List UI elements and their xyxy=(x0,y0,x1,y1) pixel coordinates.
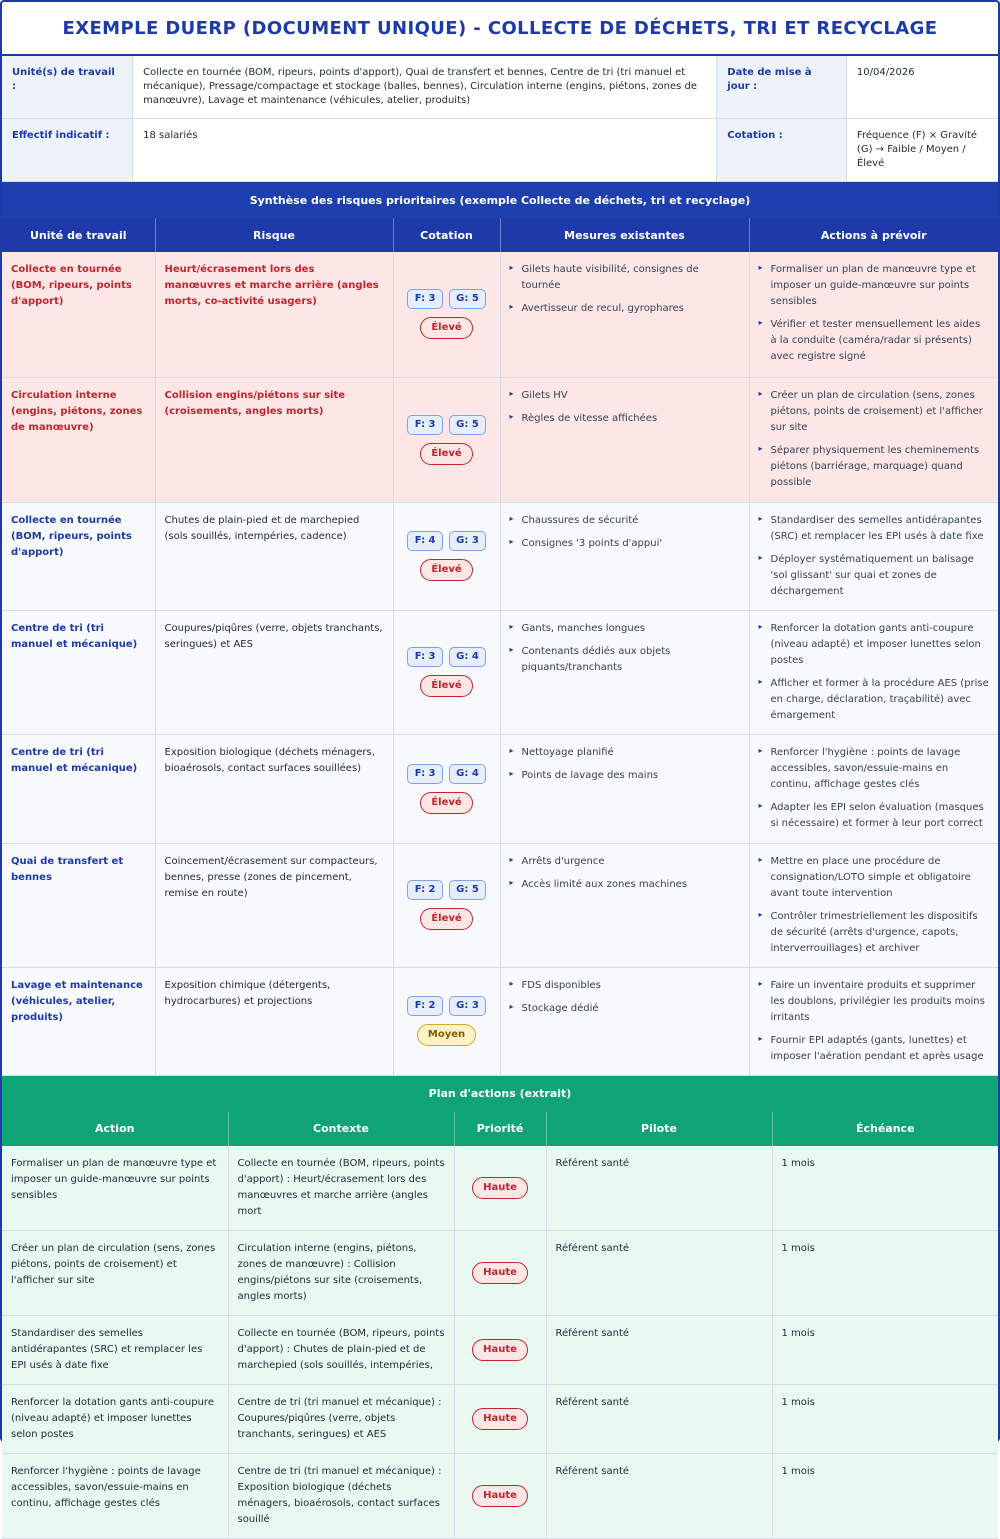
measure-item: ▸ Points de lavage des mains xyxy=(510,768,740,784)
risk-unit: Quai de transfert et bennes xyxy=(2,843,155,967)
measure-item: ▸ Gilets HV xyxy=(510,388,740,404)
risks-header-unit: Unité de travail xyxy=(2,218,155,252)
plan-action: Renforcer la dotation gants anti-coupure (niveau adapté) et imposer lunettes selon postes xyxy=(2,1384,228,1453)
cotation-chips xyxy=(403,531,491,551)
measure-item: ▸ FDS disponibles xyxy=(510,978,740,994)
risks-table xyxy=(2,218,998,1076)
risk-row xyxy=(2,252,998,377)
plan-priority xyxy=(454,1230,546,1315)
priority-badge: Haute xyxy=(472,1408,528,1430)
date-label: Date de mise à jour : xyxy=(717,56,847,119)
units-label: Unité(s) de travail : xyxy=(2,56,133,119)
frequency-badge: F: 3 xyxy=(407,415,443,435)
plan-row xyxy=(2,1230,998,1315)
risk-cotation xyxy=(393,967,500,1075)
plan-deadline: 1 mois xyxy=(772,1230,998,1315)
priority-badge: Haute xyxy=(472,1177,528,1199)
frequency-badge: F: 2 xyxy=(407,880,443,900)
gravity-badge: G: 4 xyxy=(449,647,486,667)
measures-list xyxy=(510,388,740,427)
planned-actions xyxy=(749,252,998,377)
risk-unit: Circulation interne (engins, piétons, zones de manœuvre) xyxy=(2,377,155,502)
measure-item: ▸ Avertisseur de recul, gyrophares xyxy=(510,301,740,317)
measure-item: ▸ Consignes '3 points d'appui' xyxy=(510,536,740,552)
risk-level-badge: Élevé xyxy=(420,908,472,930)
measures-list xyxy=(510,513,740,552)
risk-level-badge: Élevé xyxy=(420,317,472,339)
actions-list xyxy=(759,978,990,1065)
action-item: ▸ Séparer physiquement les cheminements piétons (barriérage, marquage) quand possible xyxy=(759,443,990,491)
risk-level-badge: Élevé xyxy=(420,443,472,465)
cotation-chips xyxy=(403,996,491,1016)
plan-header-action: Action xyxy=(2,1112,228,1146)
date-value: 10/04/2026 xyxy=(846,56,998,119)
risk-row xyxy=(2,502,998,610)
action-item: ▸ Adapter les EPI selon évaluation (masques si nécessaire) et former à leur port correct xyxy=(759,800,990,832)
plan-row xyxy=(2,1384,998,1453)
risk-description: Coupures/piqûres (verre, objets tranchants, seringues) et AES xyxy=(155,610,393,734)
measures-list xyxy=(510,621,740,676)
planned-actions xyxy=(749,734,998,843)
risk-level-badge: Moyen xyxy=(417,1024,476,1046)
plan-context: Collecte en tournée (BOM, ripeurs, points d'apport) : Heurt/écrasement lors des manœuvres et marche arrière (angles mort xyxy=(228,1146,454,1231)
planned-actions xyxy=(749,967,998,1075)
risk-row xyxy=(2,843,998,967)
measures-list xyxy=(510,978,740,1017)
plan-context: Circulation interne (engins, piétons, zones de manœuvre) : Collision engins/piétons sur site (croisements, angles morts) xyxy=(228,1230,454,1315)
plan-action: Formaliser un plan de manœuvre type et imposer un guide-manœuvre sur points sensibles xyxy=(2,1146,228,1231)
plan-pilot: Référent santé xyxy=(546,1146,772,1231)
action-item: ▸ Vérifier et tester mensuellement les aides à la conduite (caméra/radar si présents) avec registre signé xyxy=(759,317,990,365)
measures-list xyxy=(510,262,740,317)
risk-cotation xyxy=(393,252,500,377)
cotation-chips xyxy=(403,647,491,667)
measure-item: ▸ Gilets haute visibilité, consignes de tournée xyxy=(510,262,740,294)
risk-unit: Centre de tri (tri manuel et mécanique) xyxy=(2,610,155,734)
measures-list xyxy=(510,854,740,893)
cotation-value: Fréquence (F) × Gravité (G) → Faible / Moyen / Élevé xyxy=(846,119,998,182)
risks-header-cotation: Cotation xyxy=(393,218,500,252)
risk-description: Exposition chimique (détergents, hydrocarbures) et projections xyxy=(155,967,393,1075)
units-value: Collecte en tournée (BOM, ripeurs, points d'apport), Quai de transfert et bennes, Centre de tri (tri manuel et mécanique), Pressage/compactage et stockage (balles, bennes), Circulation interne (engins, piétons, zones de manœuvre), Lavage et maintenance (véhicules, atelier, produits) xyxy=(133,56,717,119)
plan-deadline: 1 mois xyxy=(772,1453,998,1538)
action-item: ▸ Standardiser des semelles antidérapantes (SRC) et remplacer les EPI usés à date fixe xyxy=(759,513,990,545)
existing-measures xyxy=(500,252,749,377)
measure-item: ▸ Stockage dédié xyxy=(510,1001,740,1017)
risk-level-badge: Élevé xyxy=(420,675,472,697)
measure-item: ▸ Accès limité aux zones machines xyxy=(510,877,740,893)
document-title: EXEMPLE DUERP (DOCUMENT UNIQUE) - COLLECTE DE DÉCHETS, TRI ET RECYCLAGE xyxy=(2,2,998,56)
plan-row xyxy=(2,1315,998,1384)
plan-header-priority: Priorité xyxy=(454,1112,546,1146)
measure-item: ▸ Gants, manches longues xyxy=(510,621,740,637)
risks-header-risk: Risque xyxy=(155,218,393,252)
plan-banner: Plan d'actions (extrait) xyxy=(2,1076,998,1112)
planned-actions xyxy=(749,843,998,967)
existing-measures xyxy=(500,843,749,967)
actions-list xyxy=(759,262,990,365)
gravity-badge: G: 4 xyxy=(449,764,486,784)
risk-unit: Collecte en tournée (BOM, ripeurs, points d'apport) xyxy=(2,502,155,610)
risk-description: Exposition biologique (déchets ménagers, bioaérosols, contact surfaces souillées) xyxy=(155,734,393,843)
measures-list xyxy=(510,745,740,784)
action-item: ▸ Afficher et former à la procédure AES (prise en charge, déclaration, traçabilité) avec émargement xyxy=(759,676,990,724)
risk-cotation xyxy=(393,377,500,502)
plan-row xyxy=(2,1146,998,1231)
cotation-chips xyxy=(403,764,491,784)
actions-list xyxy=(759,388,990,491)
frequency-badge: F: 3 xyxy=(407,647,443,667)
risk-description: Heurt/écrasement lors des manœuvres et marche arrière (angles morts, co-activité usagers) xyxy=(155,252,393,377)
plan-action: Créer un plan de circulation (sens, zones piétons, points de croisement) et l'afficher sur site xyxy=(2,1230,228,1315)
risk-description: Chutes de plain-pied et de marchepied (sols souillés, intempéries, cadence) xyxy=(155,502,393,610)
priority-badge: Haute xyxy=(472,1339,528,1361)
plan-action: Renforcer l'hygiène : points de lavage accessibles, savon/essuie-mains en continu, affichage gestes clés xyxy=(2,1453,228,1538)
plan-priority xyxy=(454,1146,546,1231)
cotation-chips xyxy=(403,880,491,900)
plan-deadline: 1 mois xyxy=(772,1315,998,1384)
staff-label: Effectif indicatif : xyxy=(2,119,133,182)
risk-cotation xyxy=(393,843,500,967)
risk-unit: Centre de tri (tri manuel et mécanique) xyxy=(2,734,155,843)
plan-context: Centre de tri (tri manuel et mécanique) : Coupures/piqûres (verre, objets tranchants, seringues) et AES xyxy=(228,1384,454,1453)
risks-header-measures: Mesures existantes xyxy=(500,218,749,252)
risk-row xyxy=(2,377,998,502)
plan-header-deadline: Échéance xyxy=(772,1112,998,1146)
actions-list xyxy=(759,745,990,832)
plan-deadline: 1 mois xyxy=(772,1146,998,1231)
plan-action: Standardiser des semelles antidérapantes (SRC) et remplacer les EPI usés à date fixe xyxy=(2,1315,228,1384)
priority-badge: Haute xyxy=(472,1262,528,1284)
plan-pilot: Référent santé xyxy=(546,1453,772,1538)
action-item: ▸ Renforcer l'hygiène : points de lavage accessibles, savon/essuie-mains en continu, affichage gestes clés xyxy=(759,745,990,793)
frequency-badge: F: 2 xyxy=(407,996,443,1016)
planned-actions xyxy=(749,610,998,734)
planned-actions xyxy=(749,377,998,502)
planned-actions xyxy=(749,502,998,610)
risk-row xyxy=(2,610,998,734)
action-item: ▸ Contrôler trimestriellement les dispositifs de sécurité (arrêts d'urgence, capots, interverrouillages) et archiver xyxy=(759,909,990,957)
existing-measures xyxy=(500,967,749,1075)
actions-list xyxy=(759,513,990,600)
plan-row xyxy=(2,1453,998,1538)
action-item: ▸ Formaliser un plan de manœuvre type et imposer un guide-manœuvre sur points sensibles xyxy=(759,262,990,310)
existing-measures xyxy=(500,734,749,843)
plan-header-context: Contexte xyxy=(228,1112,454,1146)
actions-list xyxy=(759,854,990,957)
risk-row xyxy=(2,734,998,843)
gravity-badge: G: 5 xyxy=(449,289,486,309)
measure-item: ▸ Règles de vitesse affichées xyxy=(510,411,740,427)
gravity-badge: G: 3 xyxy=(449,531,486,551)
action-item: ▸ Fournir EPI adaptés (gants, lunettes) et imposer l'aération pendant et après usage xyxy=(759,1033,990,1065)
measure-item: ▸ Arrêts d'urgence xyxy=(510,854,740,870)
plan-deadline: 1 mois xyxy=(772,1384,998,1453)
priority-badge: Haute xyxy=(472,1485,528,1507)
plan-priority xyxy=(454,1315,546,1384)
risk-cotation xyxy=(393,734,500,843)
risks-header-actions: Actions à prévoir xyxy=(749,218,998,252)
plan-pilot: Référent santé xyxy=(546,1315,772,1384)
gravity-badge: G: 3 xyxy=(449,996,486,1016)
risk-cotation xyxy=(393,610,500,734)
plan-priority xyxy=(454,1384,546,1453)
risk-unit: Lavage et maintenance (véhicules, atelier, produits) xyxy=(2,967,155,1075)
info-table xyxy=(2,56,998,182)
plan-context: Centre de tri (tri manuel et mécanique) : Exposition biologique (déchets ménagers, bioaérosols, contact surfaces souillé xyxy=(228,1453,454,1538)
measure-item: ▸ Chaussures de sécurité xyxy=(510,513,740,529)
existing-measures xyxy=(500,502,749,610)
plan-table xyxy=(2,1112,998,1539)
risk-level-badge: Élevé xyxy=(420,559,472,581)
staff-value: 18 salariés xyxy=(133,119,717,182)
frequency-badge: F: 3 xyxy=(407,289,443,309)
cotation-label: Cotation : xyxy=(717,119,847,182)
action-item: ▸ Faire un inventaire produits et supprimer les doublons, privilégier les produits moins irritants xyxy=(759,978,990,1026)
action-item: ▸ Déployer systématiquement un balisage 'sol glissant' sur quai et zones de déchargement xyxy=(759,552,990,600)
plan-pilot: Référent santé xyxy=(546,1230,772,1315)
existing-measures xyxy=(500,610,749,734)
plan-context: Collecte en tournée (BOM, ripeurs, points d'apport) : Chutes de plain-pied et de marchepied (sols souillés, intempéries, xyxy=(228,1315,454,1384)
gravity-badge: G: 5 xyxy=(449,415,486,435)
risks-banner: Synthèse des risques prioritaires (exemple Collecte de déchets, tri et recyclage) xyxy=(2,182,998,218)
plan-priority xyxy=(454,1453,546,1538)
plan-pilot: Référent santé xyxy=(546,1384,772,1453)
risk-unit: Collecte en tournée (BOM, ripeurs, points d'apport) xyxy=(2,252,155,377)
measure-item: ▸ Contenants dédiés aux objets piquants/tranchants xyxy=(510,644,740,676)
risk-description: Coincement/écrasement sur compacteurs, bennes, presse (zones de pincement, remise en route) xyxy=(155,843,393,967)
action-item: ▸ Créer un plan de circulation (sens, zones piétons, points de croisement) et l'afficher sur site xyxy=(759,388,990,436)
plan-header-pilot: Pilote xyxy=(546,1112,772,1146)
measure-item: ▸ Nettoyage planifié xyxy=(510,745,740,761)
actions-list xyxy=(759,621,990,724)
existing-measures xyxy=(500,377,749,502)
frequency-badge: F: 4 xyxy=(407,531,443,551)
frequency-badge: F: 3 xyxy=(407,764,443,784)
cotation-chips xyxy=(403,415,491,435)
risk-row xyxy=(2,967,998,1075)
action-item: ▸ Renforcer la dotation gants anti-coupure (niveau adapté) et imposer lunettes selon postes xyxy=(759,621,990,669)
cotation-chips xyxy=(403,289,491,309)
risk-cotation xyxy=(393,502,500,610)
risk-description: Collision engins/piétons sur site (croisements, angles morts) xyxy=(155,377,393,502)
risk-level-badge: Élevé xyxy=(420,792,472,814)
action-item: ▸ Mettre en place une procédure de consignation/LOTO simple et obligatoire avant toute intervention xyxy=(759,854,990,902)
gravity-badge: G: 5 xyxy=(449,880,486,900)
